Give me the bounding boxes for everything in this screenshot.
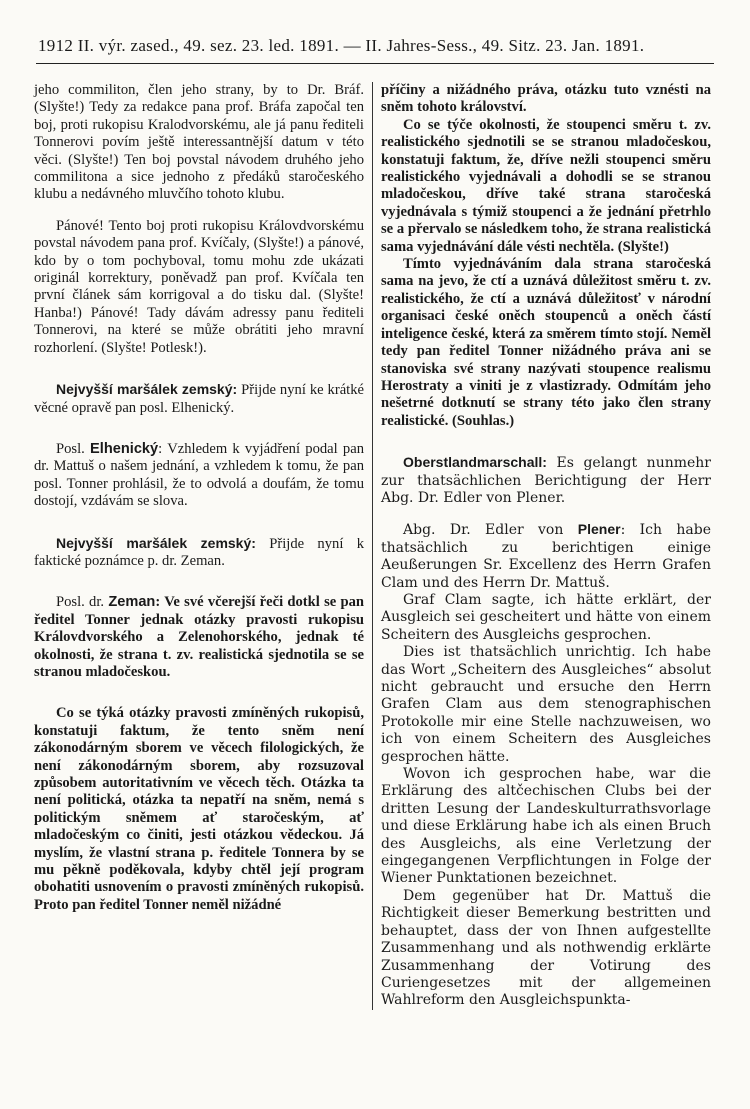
speaker-name: Zeman <box>108 594 156 611</box>
speech-text: Es gelangt nunmehr zur thatsächlichen Berichtigung der Herr Abg. Dr. Edler von Plener. <box>381 455 711 506</box>
right-column <box>372 82 711 1010</box>
speaker-prefix: Posl. dr. <box>56 594 109 611</box>
right-paragraph-5 <box>381 521 711 592</box>
left-paragraph-1: jeho commiliton, člen jeho strany, by to Dr. Bráf. (Slyšte!) Tedy za redakce pana prof. Bráfa započal ten boj, proti rukopisu Kralodvorskému, ale já panu řediteli Tonnerovi povím ještě interessantnější datum v této věci. (Slyšte!) Ten boj povstal návodem druhého jeho commilitona a sice jednoho z předáků staročeského klubu a nedávného mluvčího tohoto klubu. <box>34 82 364 203</box>
left-paragraph-6 <box>34 594 364 681</box>
left-paragraph-7: Co se týká otázky pravosti zmíněných rukopisů, konstatuji faktum, že tento sněm není zákonodárným sborem ve věcech filologických, že není zákonodárným sborem, aby rozsuzoval způsobem autoritativním ve věcech těch. Otázka ta není politická, otázka ta nepatří na sněm, nemá s politickým sněmem ať staročeským, ať mladočeským co činiti, jesti otázkou vědeckou. Já myslím, že vlastní strana p. ředitele Tonnera by se mu pěkně poděkovala, kdyby chtěl její program obohatiti usnovením o pravosti zmíněných rukopisů. Proto pan ředitel Tonner neměl nižádné <box>34 705 364 913</box>
header-rule <box>36 63 714 64</box>
speaker-name: Nejvyšší maršálek zemský: <box>56 381 238 398</box>
right-paragraph-2: Co se týče okolnosti, že stoupenci směru t. zv. realistického sjednotili se se stranou mladočeskou, konstatuji faktum, že, dříve nežli stoupenci směru realistického vyjednávali a dohodli se se stranou mladočeskou, dříve také strana staročeská vyjednávala s týmiž stoupenci a že jednání přetrhlo se a přervalo se následkem toho, že strana realistická sama vyjednávání dále vésti nechtěla. (Slyšte!) <box>381 116 711 255</box>
speech-text: : Ve své včerejší řeči dotkl se pan ředitel Tonner jednak otázky pravosti rukopisu Královdvorského a Zelenohorského, jednak té okolnosti, že strana t. zv. realistická sjednotila se se stranou mladočeskou. <box>34 594 365 680</box>
left-paragraph-2: Pánové! Tento boj proti rukopisu Královdvorskému povstal návodem pana prof. Kvíčaly, (Slyšte!) a pánové, kdo by o tom pochyboval, tomu mohu zde ukázati originál korrektury, poněvadž pan prof. Kvíčala ten první článek sám korrigoval a do tisku dal. (Slyšte! Hanba!) Pánové! Tady dávám adressy panu řediteli Tonnerovi, na které se může obrátiti jeho mravní rozhorlení. (Slyšte! Potlesk!). <box>34 217 364 356</box>
left-paragraph-5 <box>34 535 364 571</box>
right-paragraph-6: Graf Clam sagte, ich hätte erklärt, der Ausgleich sei gescheitert und hätte von einem Scheitern des Ausgleichs gesprochen. <box>381 591 711 643</box>
right-paragraph-9: Dem gegenüber hat Dr. Mattuš die Richtigkeit dieser Bemerkung bestritten und behauptet, dass der von Ihnen aufgestellte Zusammenhang und als nothwendig erklärte Zusammenhang der Votirung des Curiengesetzes mit der allgemeinen Wahlreform den Ausgleichspunkta- <box>381 887 711 1009</box>
right-paragraph-1: příčiny a nižádného práva, otázku tuto vznésti na sněm tohoto království. <box>381 82 711 116</box>
left-paragraph-3 <box>34 381 364 417</box>
speaker-prefix: Posl. <box>56 440 91 457</box>
running-header: 1912 II. výr. zased., 49. sez. 23. led. 1891. — II. Jahres-Sess., 49. Sitz. 23. Jan. 1891. <box>38 36 645 55</box>
speech-text: : Ich habe thatsächlich zu berichtigen einige Aeußerungen Sr. Excellenz des Herrn Grafen Clam und des Herrn Dr. Mattuš. <box>381 522 711 591</box>
right-paragraph-3: Tímto vyjednáváním dala strana staročeská sama na jevo, že ctí a uznává důležitost směru t. zv. realistického, že ctí a uznává důležitosť v národní organisaci české oněch stoupenců a oněch částí inteligence české, která za směrem tímto stojí. Neměl tedy pan ředitel Tonner nižádného práva ani se stanoviska své strany nazývati stoupence realismu Herostraty a viniti je z vlastizrady. Odmítám jeho nešetrné dotknutí se strany této jako člen strany realistické. (Souhlas.) <box>381 256 711 429</box>
left-paragraph-4 <box>34 441 364 511</box>
speaker-name: Elhenický <box>90 440 159 457</box>
right-paragraph-7: Dies ist thatsächlich unrichtig. Ich habe das Wort „Scheitern des Ausgleiches“ absolut nicht gebraucht und ersuche den Herrn Grafen Clam aus dem stenographischen Protokolle mir eine Stelle nachzuweisen, wo ich von einem Scheitern des Ausgleiches gesprochen hätte. <box>381 644 711 765</box>
right-paragraph-8: Wovon ich gesprochen habe, war die Erklärung des altčechischen Clubs bei der dritten Lesung der Landeskulturrathsvorlage und diese Erklärung habe ich als einen Bruch des Ausgleichs, als eine Verletzung der eingegangenen Verpflichtungen in Folge der Wiener Punktationen bezeichnet. <box>381 766 711 887</box>
speech-text: Přijde nyní k faktické poznámce p. dr. Zeman. <box>34 535 364 569</box>
right-paragraph-4 <box>381 454 711 507</box>
speaker-name: Nejvyšší maršálek zemský: <box>56 534 256 551</box>
speech-text: : Vzhledem k vyjádření podal pan dr. Mattuš o našem jednání, a vzhledem k tomu, že pan posl. Tonner prohlásil, že to odvolá a doufám, že tomu dostojí, vzdávám se slova. <box>34 440 364 510</box>
text-columns <box>34 82 712 1010</box>
speaker-name: Oberstlandmarschall: <box>403 454 547 471</box>
speech-text: Přijde nyní ke krátké věcné opravě pan posl. Elhenický. <box>34 382 364 416</box>
speaker-name: Plener <box>577 521 621 538</box>
speaker-prefix: Abg. Dr. Edler von <box>403 522 578 539</box>
left-column <box>34 82 372 1010</box>
